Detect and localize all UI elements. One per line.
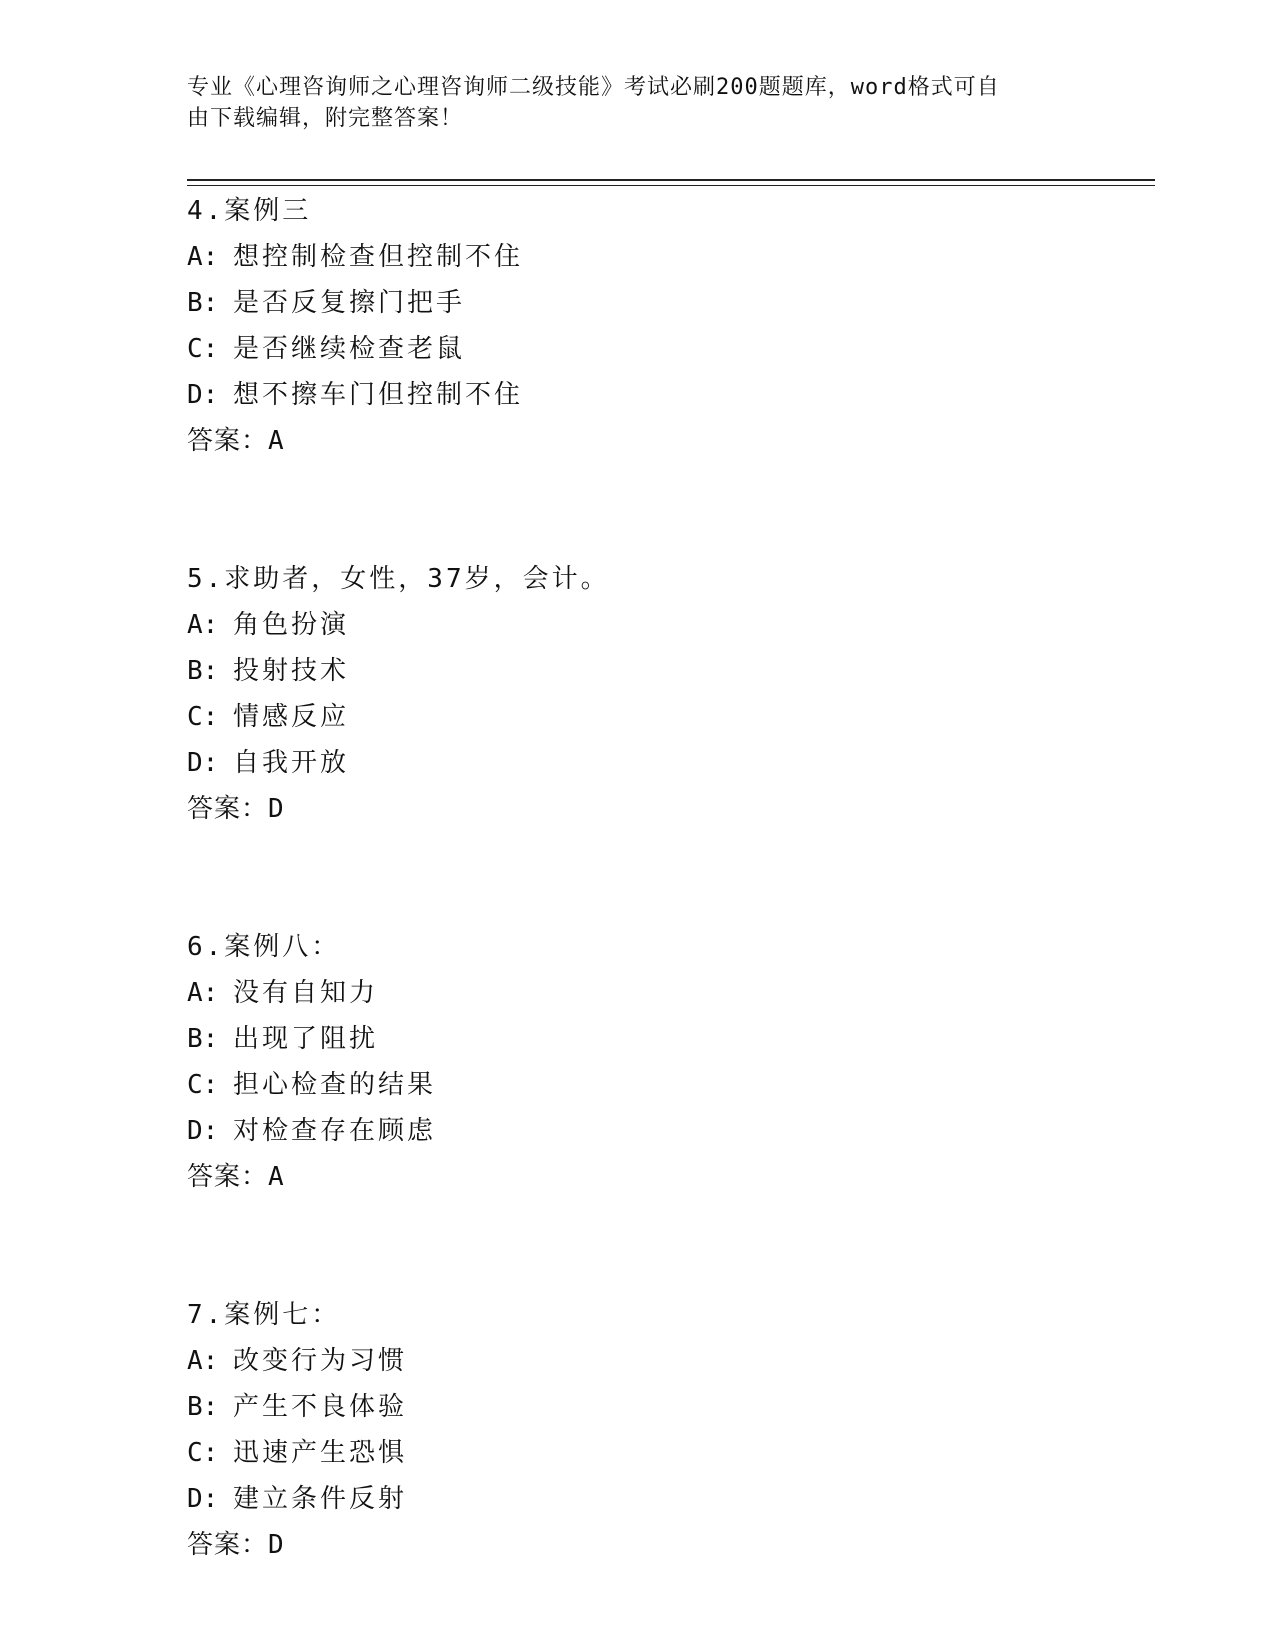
option-label: C: <box>187 1438 219 1468</box>
option-a <box>187 234 1155 280</box>
option-label: B: <box>187 288 219 318</box>
question-spacer <box>187 1200 1155 1292</box>
question-item <box>187 188 1155 464</box>
option-text: 角色扮演 <box>233 610 350 640</box>
option-d <box>187 1476 1155 1522</box>
option-label: D: <box>187 748 219 778</box>
option-label: A: <box>187 1346 219 1376</box>
answer-line: 答案：A <box>187 426 285 456</box>
option-a <box>187 1338 1155 1384</box>
answer-line: 答案：A <box>187 1162 285 1192</box>
question-stem: 5.求助者，女性，37岁，会计。 <box>187 564 610 594</box>
option-label: D: <box>187 380 219 410</box>
option-label: B: <box>187 1392 219 1422</box>
option-c <box>187 326 1155 372</box>
question-spacer <box>187 464 1155 556</box>
header-line-2: 由下载编辑，附完整答案！ <box>187 106 464 131</box>
option-label: C: <box>187 1070 219 1100</box>
option-text: 想不擦车门但控制不住 <box>233 380 524 410</box>
option-b <box>187 648 1155 694</box>
question-list <box>187 188 1155 1568</box>
option-label: B: <box>187 656 219 686</box>
option-text: 产生不良体验 <box>233 1392 408 1422</box>
option-label: C: <box>187 334 219 364</box>
header-divider-thick <box>187 179 1155 181</box>
question-stem: 7.案例七： <box>187 1300 341 1330</box>
option-text: 担心检查的结果 <box>233 1070 437 1100</box>
option-text: 迅速产生恐惧 <box>233 1438 408 1468</box>
option-text: 对检查存在顾虑 <box>233 1116 437 1146</box>
answer-line: 答案：D <box>187 794 285 824</box>
question-item <box>187 556 1155 832</box>
option-c <box>187 694 1155 740</box>
option-b <box>187 1016 1155 1062</box>
option-label: A: <box>187 978 219 1008</box>
option-c <box>187 1430 1155 1476</box>
option-d <box>187 372 1155 418</box>
option-text: 出现了阻扰 <box>233 1024 379 1054</box>
option-label: C: <box>187 702 219 732</box>
option-d <box>187 740 1155 786</box>
option-b <box>187 280 1155 326</box>
header-divider-thin <box>187 185 1155 186</box>
option-label: B: <box>187 1024 219 1054</box>
question-stem: 4.案例三 <box>187 196 312 226</box>
option-text: 自我开放 <box>233 748 350 778</box>
option-text: 是否继续检查老鼠 <box>233 334 466 364</box>
answer-line: 答案：D <box>187 1530 285 1560</box>
option-text: 是否反复擦门把手 <box>233 288 466 318</box>
option-label: A: <box>187 242 219 272</box>
option-text: 投射技术 <box>233 656 350 686</box>
option-d <box>187 1108 1155 1154</box>
option-text: 想控制检查但控制不住 <box>233 242 524 272</box>
header-line-1: 专业《心理咨询师之心理咨询师二级技能》考试必刷200题题库，word格式可自 <box>187 75 1000 100</box>
question-spacer <box>187 832 1155 924</box>
option-b <box>187 1384 1155 1430</box>
option-text: 建立条件反射 <box>233 1484 408 1514</box>
option-label: A: <box>187 610 219 640</box>
question-item <box>187 1292 1155 1568</box>
option-text: 情感反应 <box>233 702 350 732</box>
option-c <box>187 1062 1155 1108</box>
option-label: D: <box>187 1116 219 1146</box>
option-a <box>187 970 1155 1016</box>
option-text: 改变行为习惯 <box>233 1346 408 1376</box>
question-stem: 6.案例八： <box>187 932 341 962</box>
question-item <box>187 924 1155 1200</box>
option-text: 没有自知力 <box>233 978 379 1008</box>
option-a <box>187 602 1155 648</box>
document-header <box>187 72 1067 134</box>
option-label: D: <box>187 1484 219 1514</box>
